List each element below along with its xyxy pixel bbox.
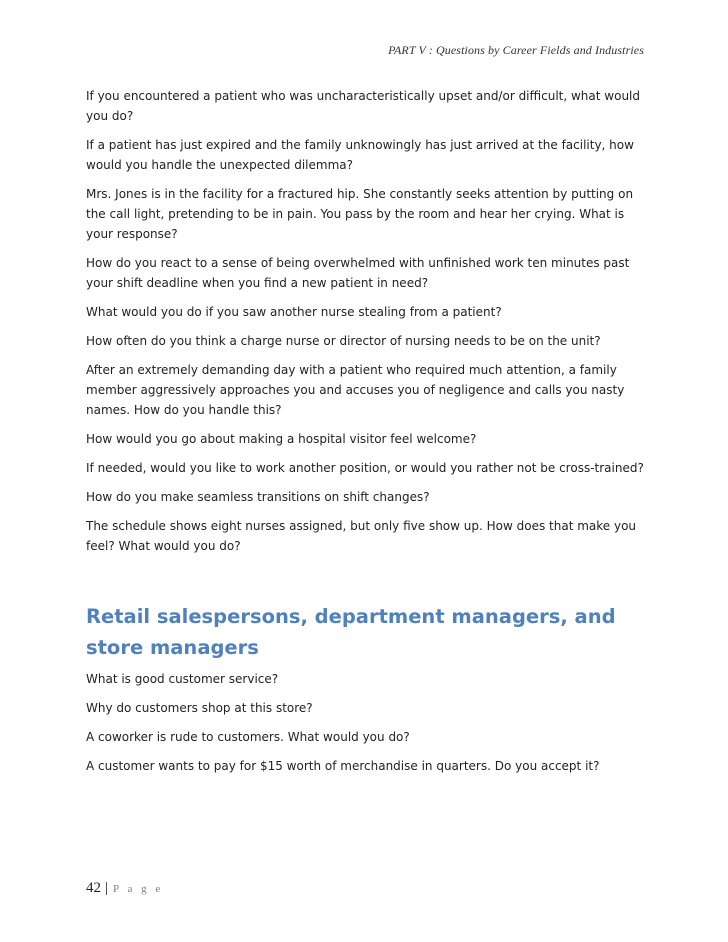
- section-heading-retail: Retail salespersons, department managers, and store managers: [86, 605, 616, 659]
- page-number: 42: [86, 880, 101, 896]
- question-item: How often do you think a charge nurse or director of nursing needs to be on the unit?: [86, 334, 601, 348]
- question-item: If a patient has just expired and the family unknowingly has just arrived at the facility, how would you handle the unexpected dilemma?: [86, 138, 634, 172]
- question-item: How would you go about making a hospital visitor feel welcome?: [86, 432, 477, 446]
- question-item: If you encountered a patient who was uncharacteristically upset and/or difficult, what would you do?: [86, 89, 640, 123]
- question-item: How do you react to a sense of being overwhelmed with unfinished work ten minutes past your shift deadline when you find a new patient in need?: [86, 256, 630, 290]
- page-footer: [86, 880, 163, 897]
- retail-questions-list: [86, 669, 648, 776]
- question-item: The schedule shows eight nurses assigned, but only five show up. How does that make you feel? What would you do?: [86, 519, 637, 553]
- question-item: Why do customers shop at this store?: [86, 701, 313, 715]
- footer-separator: |: [105, 880, 109, 896]
- question-item: Mrs. Jones is in the facility for a fractured hip. She constantly seeks attention by putting on the call light, pretending to be in pain. You pass by the room and hear her crying. What is your response?: [86, 187, 634, 241]
- question-item: What would you do if you saw another nurse stealing from a patient?: [86, 305, 502, 319]
- question-item: After an extremely demanding day with a patient who required much attention, a family member aggressively approaches you and accuses you of negligence and calls you nasty names. How do you handle this?: [86, 363, 625, 417]
- question-item: If needed, would you like to work another position, or would you rather not be cross-trained?: [86, 461, 644, 475]
- page-label: P a g e: [113, 882, 164, 895]
- page-content: [86, 86, 648, 785]
- question-item: A coworker is rude to customers. What would you do?: [86, 730, 410, 744]
- running-header: PART V : Questions by Career Fields and Industries: [388, 43, 644, 57]
- question-item: What is good customer service?: [86, 672, 279, 686]
- section-spacer: [86, 565, 648, 601]
- question-item: How do you make seamless transitions on shift changes?: [86, 490, 430, 504]
- nursing-questions-list: [86, 86, 648, 556]
- question-item: A customer wants to pay for $15 worth of merchandise in quarters. Do you accept it?: [86, 759, 600, 773]
